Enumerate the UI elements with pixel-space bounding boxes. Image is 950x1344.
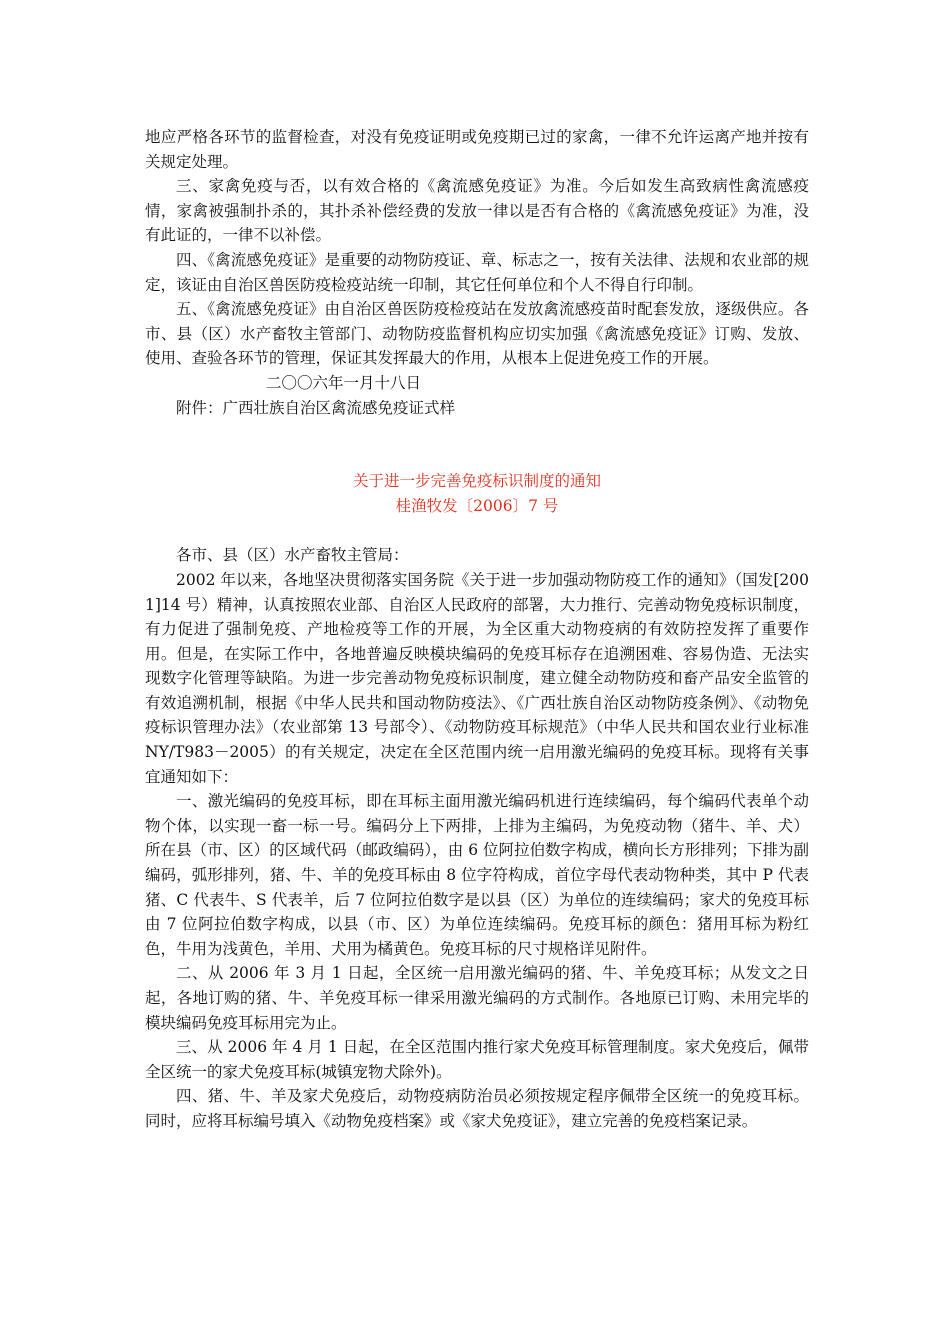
- document-page: [145, 125, 809, 1134]
- notice-title: 关于进一步完善免疫标识制度的通知: [352, 472, 601, 491]
- paragraph-item-5: 五、《禽流感免疫证》由自治区兽医防疫检疫站在发放禽流感疫苗时配套发放，逐级供应。各市、县（区）水产畜牧主管部门、动物防疫监督机构应切实加强《禽流感免疫证》订购、发放、使用、查验各环节的管理，保证其发挥最大的作用，从根本上促进免疫工作的开展。: [145, 300, 809, 368]
- notice-item-3: 三、从 2006 年 4 月 1 日起，在全区范围内推行家犬免疫耳标管理制度。家犬免疫后，佩带全区统一的家犬免疫耳标(城镇宠物犬除外)。: [145, 1038, 809, 1081]
- paragraph-item-3: 三、家禽免疫与否，以有效合格的《禽流感免疫证》为准。今后如发生高致病性禽流感疫情，家禽被强制扑杀的，其扑杀补偿经费的发放一律以是否有合格的《禽流感免疫证》为准，没有此证的，一律不以补偿。: [145, 177, 809, 245]
- notice-item-2: 二、从 2006 年 3 月 1 日起，全区统一启用激光编码的猪、牛、羊免疫耳标；从发文之日起，各地订购的猪、牛、羊免疫耳标一律采用激光编码的方式制作。各地原已订购、未用完毕的模块编码免疫耳标用完为止。: [145, 964, 809, 1032]
- notice-item-4: 四、猪、牛、羊及家犬免疫后，动物疫病防治员必须按规定程序佩带全区统一的免疫耳标。同时，应将耳标编号填入《动物免疫档案》或《家犬免疫证》，建立完善的免疫档案记录。: [145, 1087, 809, 1130]
- salutation: 各市、县（区）水产畜牧主管局：: [176, 546, 409, 565]
- document-date: 二〇〇六年一月十八日: [266, 373, 422, 392]
- attachment-note: 附件：广西壮族自治区禽流感免疫证式样: [176, 398, 456, 417]
- notice-heading: [145, 469, 809, 518]
- paragraph-item-4: 四、《禽流感免疫证》是重要的动物防疫证、章、标志之一，按有关法律、法规和农业部的规定，该证由自治区兽医防疫检疫站统一印制，其它任何单位和个人不得自行印制。: [145, 250, 809, 294]
- paragraph-continuation: 地应严格各环节的监督检查，对没有免疫证明或免疫期已过的家禽，一律不允许运离产地并按有关规定处理。: [145, 128, 809, 171]
- notice-number: 桂渔牧发〔2006〕7 号: [395, 496, 559, 515]
- notice-item-1: 一、激光编码的免疫耳标，即在耳标主面用激光编码机进行连续编码，每个编码代表单个动物个体，以实现一畜一标一号。编码分上下两排，上排为主编码，为免疫动物（猪牛、羊、犬）所在县（市、区）的区域代码（邮政编码），由 6 位阿拉伯数字构成，横向长方形排列；下排为副编码，弧形排列，猪、牛、羊的免疫耳标由 8 位字符构成，首位字母代表动物种类，其中 P 代表猪、C 代表牛、S 代表羊，后 7 位阿拉伯数字是以县（区）为单位的连续编码；家犬的免疫耳标由 7 位阿拉伯数字构成，以县（市、区）为单位连续编码。免疫耳标的颜色：猪用耳标为粉红色，牛用为浅黄色，羊用、犬用为橘黄色。免疫耳标的尺寸规格详见附件。: [145, 792, 809, 958]
- intro-paragraph: 2002 年以来，各地坚决贯彻落实国务院《关于进一步加强动物防疫工作的通知》（国发[2001]14 号）精神，认真按照农业部、自治区人民政府的部署，大力推行、完善动物免疫标识制度，有力促进了强制免疫、产地检疫等工作的开展，为全区重大动物疫病的有效防控发挥了重要作用。但是，在实际工作中，各地普遍反映模块编码的免疫耳标存在追溯困难、容易伪造、无法实现数字化管理等缺陷。为进一步完善动物免疫标识制度，建立健全动物防疫和畜产品安全监管的有效追溯机制，根据《中华人民共和国动物防疫法》、《广西壮族自治区动物防疫条例》、《动物免疫标识管理办法》（农业部第 13 号部令）、《动物防疫耳标规范》（中华人民共和国农业行业标准 NY/T983－2005）的有关规定，决定在全区范围内统一启用激光编码的免疫耳标。现将有关事宜通知如下：: [145, 570, 809, 786]
